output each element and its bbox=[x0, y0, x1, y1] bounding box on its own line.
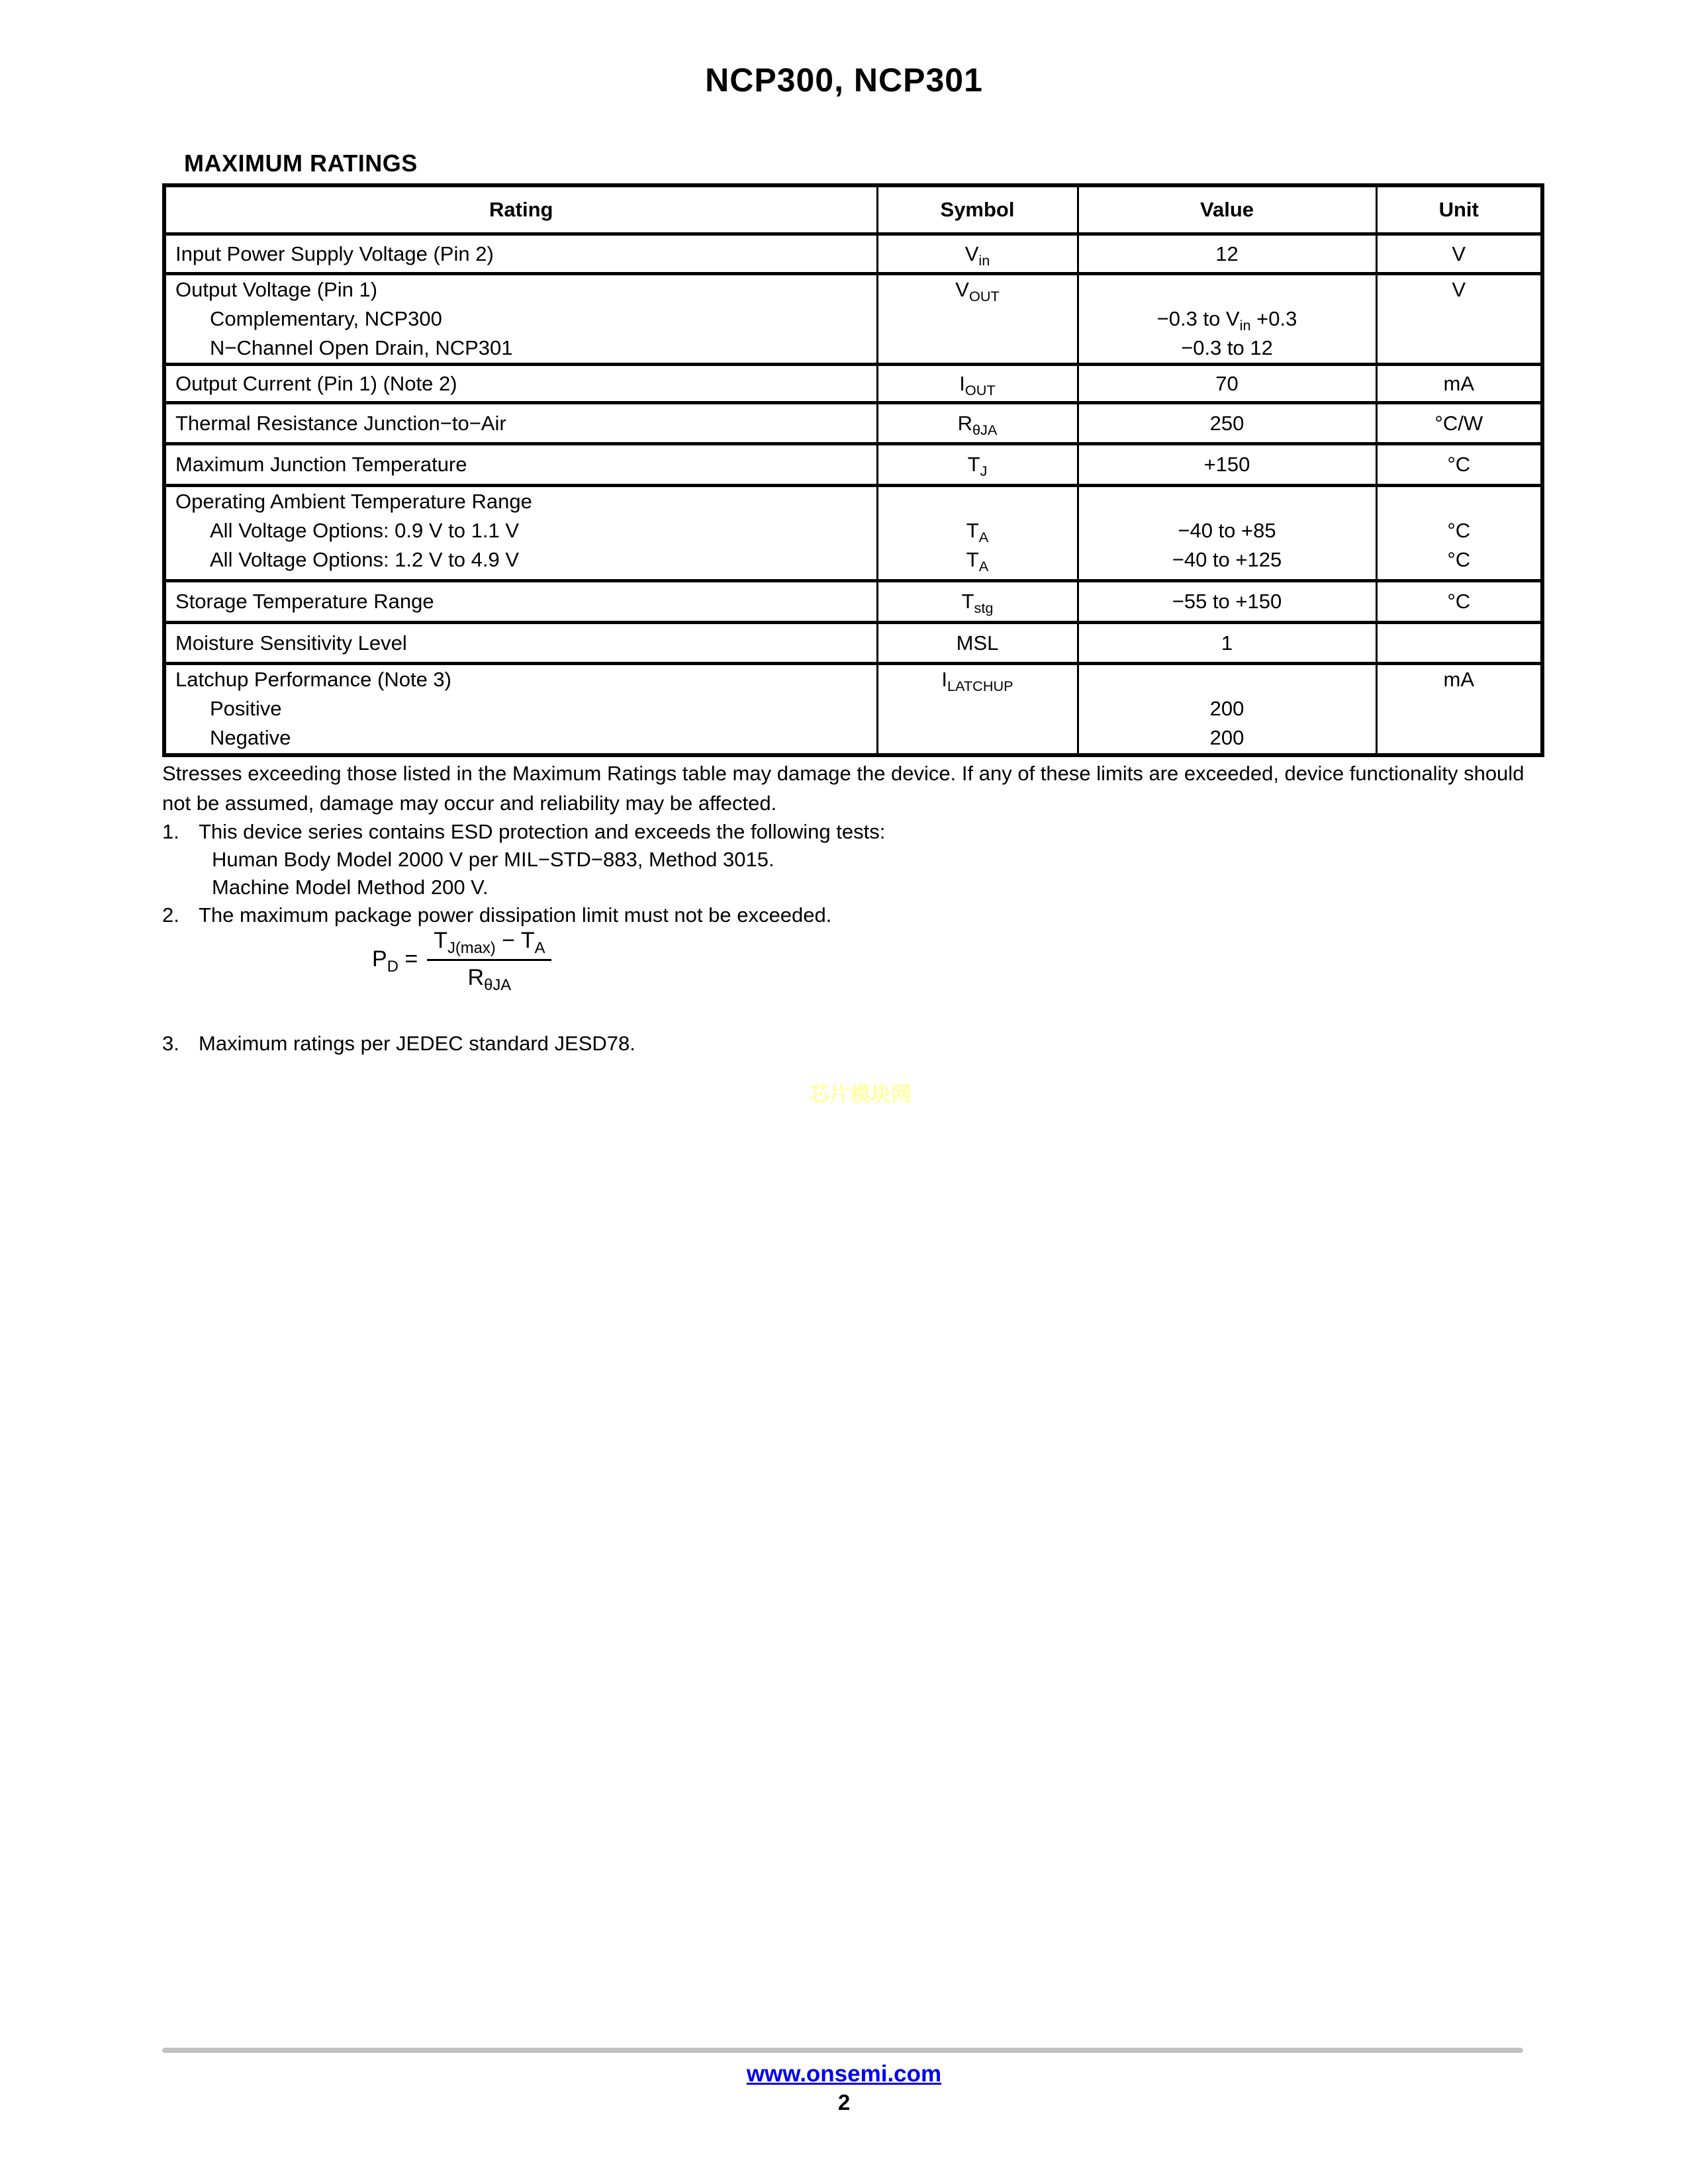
unit-cell: °C bbox=[1447, 519, 1471, 542]
value-cell: −0.3 to 12 bbox=[1181, 336, 1273, 359]
value-cell: −55 to +150 bbox=[1172, 590, 1282, 613]
unit-cell: °C bbox=[1447, 548, 1471, 571]
rating-subline: All Voltage Options: 0.9 V to 1.1 V bbox=[210, 519, 520, 542]
table-row bbox=[164, 581, 1542, 623]
note-2 bbox=[162, 901, 1547, 929]
table-row bbox=[164, 365, 1542, 403]
rating-cell: Input Power Supply Voltage (Pin 2) bbox=[175, 242, 494, 265]
rating-cell: Output Current (Pin 1) (Note 2) bbox=[175, 371, 457, 395]
rating-cell: Storage Temperature Range bbox=[175, 590, 434, 613]
unit-cell: V bbox=[1452, 242, 1466, 265]
symbol-cell: MSL bbox=[956, 631, 999, 655]
rating-cell: Output Voltage (Pin 1) bbox=[175, 278, 378, 301]
note-1-subline: Machine Model Method 200 V. bbox=[212, 876, 489, 899]
unit-cell: mA bbox=[1443, 371, 1474, 395]
rating-cell: Thermal Resistance Junction−to−Air bbox=[175, 411, 506, 435]
table-row bbox=[164, 274, 1542, 365]
formula-fraction bbox=[427, 928, 551, 994]
symbol-cell: $I_{LATCHUP}$ bbox=[941, 668, 1013, 695]
table-row bbox=[164, 234, 1542, 274]
rating-subline: All Voltage Options: 1.2 V to 4.9 V bbox=[210, 548, 520, 571]
rating-subline: Complementary, NCP300 bbox=[210, 307, 442, 330]
page-number: 2 bbox=[837, 2090, 851, 2115]
note-number: 1. bbox=[162, 820, 179, 843]
rating-subline: Negative bbox=[210, 726, 291, 749]
value-cell: 200 bbox=[1209, 697, 1244, 720]
rating-cell: Operating Ambient Temperature Range bbox=[175, 490, 532, 513]
symbol-cell: $V_{OUT}$ bbox=[955, 278, 1000, 305]
unit-cell bbox=[1378, 629, 1541, 658]
page-title: NCP300, NCP301 bbox=[705, 62, 983, 99]
col-header-value: Value bbox=[1078, 185, 1376, 234]
symbol-cell: $T_J$ bbox=[967, 453, 988, 480]
rating-cell: Maximum Junction Temperature bbox=[175, 453, 467, 476]
table-row bbox=[164, 486, 1542, 581]
rating-subline: N−Channel Open Drain, NCP301 bbox=[210, 336, 513, 359]
formula-lhs: $P_D$ = bbox=[372, 946, 418, 976]
rating-cell: Moisture Sensitivity Level bbox=[175, 631, 407, 655]
formula-denominator: $R_{\theta JA}$ bbox=[467, 965, 512, 994]
value-cell: −40 to +125 bbox=[1172, 548, 1282, 571]
section-heading: MAXIMUM RATINGS bbox=[184, 150, 418, 177]
table-row bbox=[164, 623, 1542, 664]
unit-cell: °C/W bbox=[1434, 411, 1483, 435]
note-1 bbox=[162, 818, 1547, 846]
unit-cell: mA bbox=[1443, 668, 1474, 691]
footer bbox=[0, 2061, 1688, 2087]
note-number: 2. bbox=[162, 903, 179, 927]
symbol-cell: $T_{stg}$ bbox=[961, 590, 994, 617]
col-header-symbol: Symbol bbox=[877, 185, 1078, 234]
value-cell: +150 bbox=[1203, 453, 1250, 476]
note-text: This device series contains ESD protection and exceeds the following tests: bbox=[199, 820, 886, 843]
symbol-cell: $T_A$ bbox=[966, 548, 989, 575]
note-1-subline: Human Body Model 2000 V per MIL−STD−883, Method 3015. bbox=[212, 848, 774, 871]
unit-cell: °C bbox=[1447, 590, 1471, 613]
ratings-disclaimer: Stresses exceeding those listed in the Maximum Ratings table may damage the device. If any of these limits are exceeded, device functionality should not be assumed, damage may occur and reliability may be affected. bbox=[162, 762, 1524, 815]
unit-cell: V bbox=[1452, 278, 1466, 301]
footer-divider bbox=[162, 2048, 1523, 2053]
symbol-cell: $V_{in}$ bbox=[964, 242, 990, 269]
note-3 bbox=[162, 1030, 635, 1058]
value-cell: −40 to +85 bbox=[1178, 519, 1276, 542]
note-text: Maximum ratings per JEDEC standard JESD78. bbox=[199, 1032, 635, 1055]
power-dissipation-formula bbox=[372, 928, 551, 994]
note-number: 3. bbox=[162, 1032, 179, 1055]
notes-list bbox=[162, 818, 1547, 929]
unit-cell: °C bbox=[1447, 453, 1471, 476]
value-cell: −0.3 to $V_{in} +0.3$ bbox=[1156, 307, 1297, 334]
onsemi-link[interactable]: www.onsemi.com bbox=[746, 2061, 942, 2087]
value-cell: 200 bbox=[1209, 726, 1244, 749]
rating-cell: Latchup Performance (Note 3) bbox=[175, 668, 451, 691]
note-text: The maximum package power dissipation limit must not be exceeded. bbox=[199, 903, 832, 927]
table-row bbox=[164, 664, 1542, 755]
table-row bbox=[164, 444, 1542, 486]
maximum-ratings-table bbox=[162, 183, 1544, 757]
symbol-cell: $T_A$ bbox=[966, 519, 989, 546]
value-cell: 250 bbox=[1209, 411, 1244, 435]
table-row bbox=[164, 403, 1542, 444]
formula-numerator: $T_{J(max)} - T_A$ bbox=[427, 928, 551, 961]
symbol-cell: $R_{\theta JA}$ bbox=[957, 411, 998, 438]
value-cell: 1 bbox=[1221, 631, 1233, 655]
col-header-rating: Rating bbox=[164, 185, 877, 234]
watermark-text: 芯片模块网 bbox=[809, 1083, 912, 1106]
symbol-cell: $I_{OUT}$ bbox=[959, 371, 996, 398]
table-header-row bbox=[164, 185, 1542, 234]
value-cell: 12 bbox=[1215, 242, 1239, 265]
rating-subline: Positive bbox=[210, 697, 282, 720]
col-header-unit: Unit bbox=[1376, 185, 1542, 234]
value-cell: 70 bbox=[1215, 371, 1239, 395]
